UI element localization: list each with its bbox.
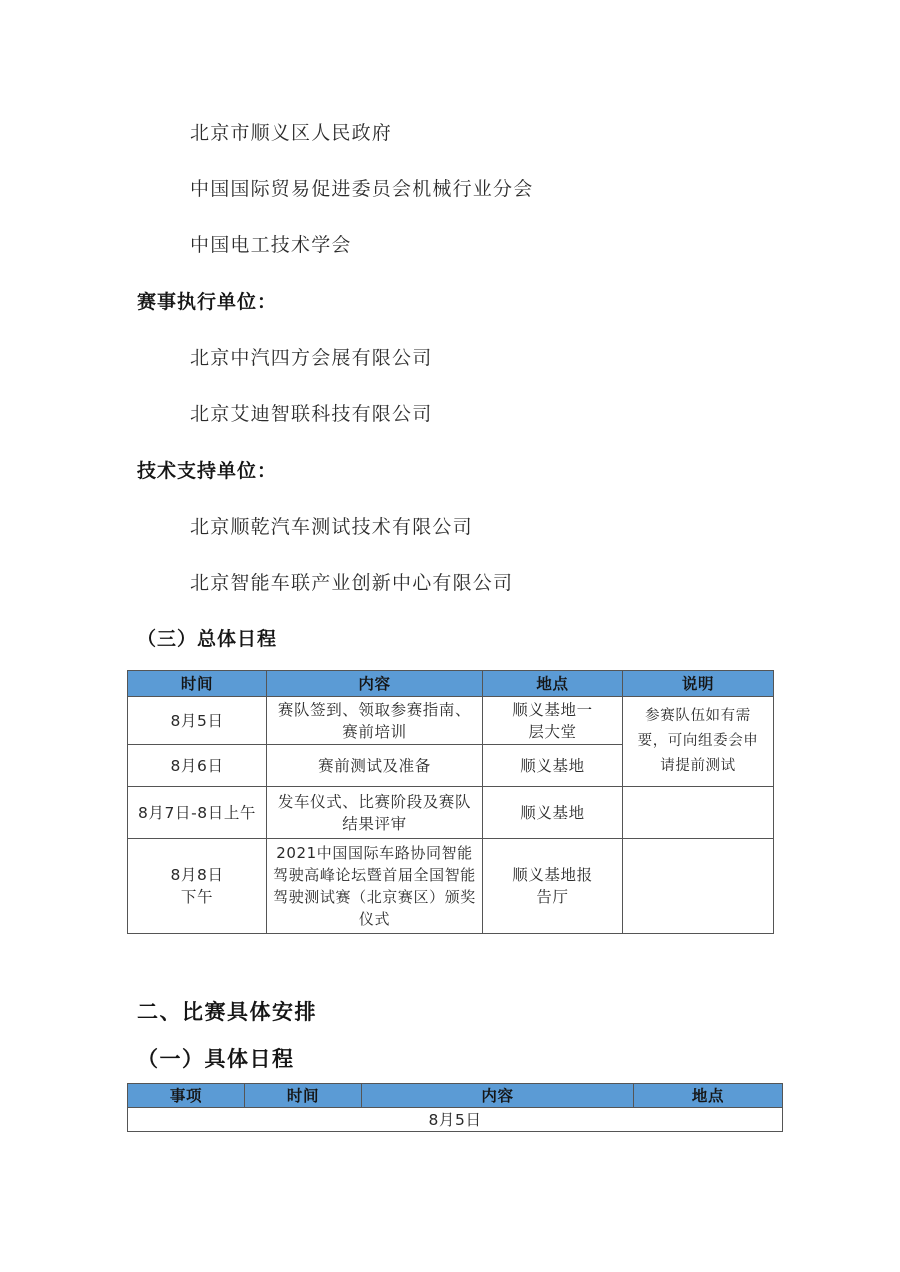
execution-unit-2: 北京艾迪智联科技有限公司 bbox=[190, 403, 433, 425]
table-header-row bbox=[128, 671, 774, 697]
cell-content: 2021中国国际车路协同智能驾驶高峰论坛暨首届全国智能驾驶测试赛（北京赛区）颁奖仪式 bbox=[267, 839, 483, 934]
table-row bbox=[128, 1108, 783, 1132]
header-item: 事项 bbox=[128, 1084, 245, 1108]
header-time: 时间 bbox=[128, 671, 267, 697]
organizer-3: 中国电工技术学会 bbox=[190, 234, 352, 256]
cell-time: 8月6日 bbox=[128, 745, 267, 787]
execution-unit-1: 北京中汽四方会展有限公司 bbox=[190, 347, 433, 369]
date-row: 8月5日 bbox=[128, 1108, 783, 1132]
header-place: 地点 bbox=[634, 1084, 783, 1108]
execution-heading: 赛事执行单位： bbox=[137, 291, 278, 313]
organizer-2: 中国国际贸易促进委员会机械行业分会 bbox=[190, 178, 534, 200]
table-row bbox=[128, 839, 774, 934]
schedule-heading: （三）总体日程 bbox=[137, 628, 278, 650]
overall-schedule-table bbox=[127, 670, 774, 934]
tech-support-unit-1: 北京顺乾汽车测试技术有限公司 bbox=[190, 516, 473, 538]
cell-place: 顺义基地一层大堂 bbox=[483, 697, 623, 745]
cell-content: 赛队签到、领取参赛指南、赛前培训 bbox=[267, 697, 483, 745]
tech-support-heading: 技术支持单位： bbox=[137, 460, 278, 482]
organizer-1: 北京市顺义区人民政府 bbox=[190, 122, 393, 144]
header-note: 说明 bbox=[623, 671, 774, 697]
header-place: 地点 bbox=[483, 671, 623, 697]
cell-place: 顺义基地报告厅 bbox=[483, 839, 623, 934]
cell-content: 赛前测试及准备 bbox=[267, 745, 483, 787]
header-content: 内容 bbox=[267, 671, 483, 697]
table-header-row bbox=[128, 1084, 783, 1108]
tech-support-unit-2: 北京智能车联产业创新中心有限公司 bbox=[190, 572, 514, 594]
cell-place: 顺义基地 bbox=[483, 787, 623, 839]
header-content: 内容 bbox=[362, 1084, 634, 1108]
table-row bbox=[128, 787, 774, 839]
cell-note bbox=[623, 839, 774, 934]
header-time: 时间 bbox=[245, 1084, 362, 1108]
cell-time: 8月5日 bbox=[128, 697, 267, 745]
table-row bbox=[128, 697, 774, 745]
section2-heading: 二、比赛具体安排 bbox=[137, 1000, 317, 1024]
detailed-schedule-table bbox=[127, 1083, 783, 1132]
section2-subheading: （一）具体日程 bbox=[137, 1047, 295, 1071]
cell-time: 8月7日-8日上午 bbox=[128, 787, 267, 839]
cell-note bbox=[623, 787, 774, 839]
cell-content: 发车仪式、比赛阶段及赛队结果评审 bbox=[267, 787, 483, 839]
cell-note-merged: 参赛队伍如有需要，可向组委会申请提前测试 bbox=[623, 697, 774, 787]
cell-place: 顺义基地 bbox=[483, 745, 623, 787]
cell-time: 8月8日下午 bbox=[128, 839, 267, 934]
